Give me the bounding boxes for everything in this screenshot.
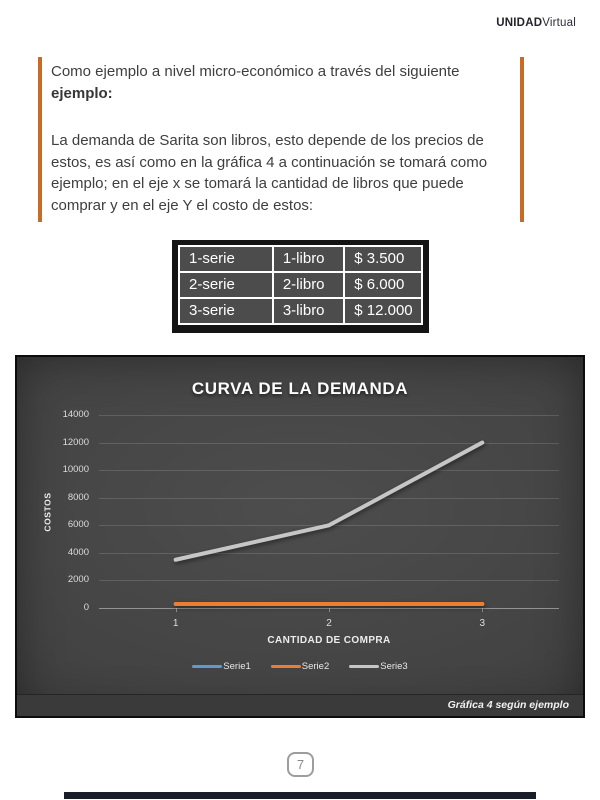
- legend-label: Serie3: [380, 661, 408, 672]
- table-cell: 3-serie: [179, 298, 273, 324]
- table-cell: 1-serie: [179, 246, 273, 272]
- x-tick-label: 2: [326, 618, 332, 629]
- chart-caption: Gráfica 4 según ejemplo: [17, 694, 583, 716]
- legend-item: [271, 661, 329, 672]
- footer-bar: [64, 792, 536, 799]
- accent-bar-right: [520, 57, 524, 222]
- legend-swatch-serie3: [349, 665, 379, 668]
- brand-logo: [496, 17, 576, 29]
- y-tick-label: 14000: [62, 409, 89, 420]
- intro-line1: Como ejemplo a nivel micro-económico a través del siguiente: [51, 63, 460, 80]
- table-cell: $ 3.500: [344, 246, 422, 272]
- y-tick-label: 2000: [67, 574, 89, 586]
- legend-swatch-serie1: [192, 665, 222, 668]
- table-cell: 3-libro: [273, 298, 344, 324]
- page-number: 7: [296, 757, 305, 772]
- legend-item: [349, 661, 407, 672]
- table-cell: 1-libro: [273, 246, 344, 272]
- y-tick-label: 6000: [67, 519, 89, 531]
- table-cell: 2-libro: [273, 272, 344, 298]
- legend-swatch-serie2: [271, 665, 301, 668]
- x-tick-label: 1: [172, 618, 179, 629]
- table-cell: $ 12.000: [344, 298, 422, 324]
- table-row: [179, 298, 422, 324]
- intro-paragraph-1: [51, 61, 508, 104]
- series-line-serie3: [176, 443, 483, 560]
- y-tick-label: 4000: [67, 546, 89, 558]
- table-cell: $ 6.000: [344, 272, 422, 298]
- intro-line1-bold: ejemplo:: [51, 84, 113, 102]
- x-axis-title: CANTIDAD DE COMPRA: [267, 635, 391, 646]
- table-cell: 2-serie: [179, 272, 273, 298]
- price-table: [172, 240, 429, 333]
- legend-label: Serie1: [223, 661, 251, 672]
- chart-legend: [17, 661, 583, 672]
- price-table-grid: [178, 245, 423, 325]
- brand-light-text: Virtual: [542, 17, 576, 29]
- chart-title: CURVA DE LA DEMANDA: [191, 379, 409, 398]
- y-tick-label: 10000: [62, 464, 89, 476]
- demand-chart: [15, 355, 585, 718]
- y-axis-title: COSTOS: [43, 491, 53, 532]
- y-tick-label: 8000: [67, 491, 89, 503]
- intro-text-block: [38, 57, 524, 222]
- x-tick-label: 3: [479, 618, 486, 629]
- intro-paragraph-2: La demanda de Sarita son libros, esto depende de los precios de estos, es así como en la gráfica 4 a continuación se tomará como ejemplo; en el eje x se tomará la cantidad de libros que puede comprar y en el eje Y el costo de estos:: [51, 132, 488, 214]
- legend-item: [192, 661, 250, 672]
- page-number-badge: [287, 752, 314, 777]
- accent-bar-left: [38, 57, 42, 222]
- table-row: [179, 272, 422, 298]
- legend-label: Serie2: [301, 661, 330, 672]
- y-tick-label: 0: [83, 602, 89, 613]
- brand-bold-text: UNIDAD: [496, 17, 543, 29]
- table-row: [179, 246, 422, 272]
- y-tick-label: 12000: [62, 436, 89, 448]
